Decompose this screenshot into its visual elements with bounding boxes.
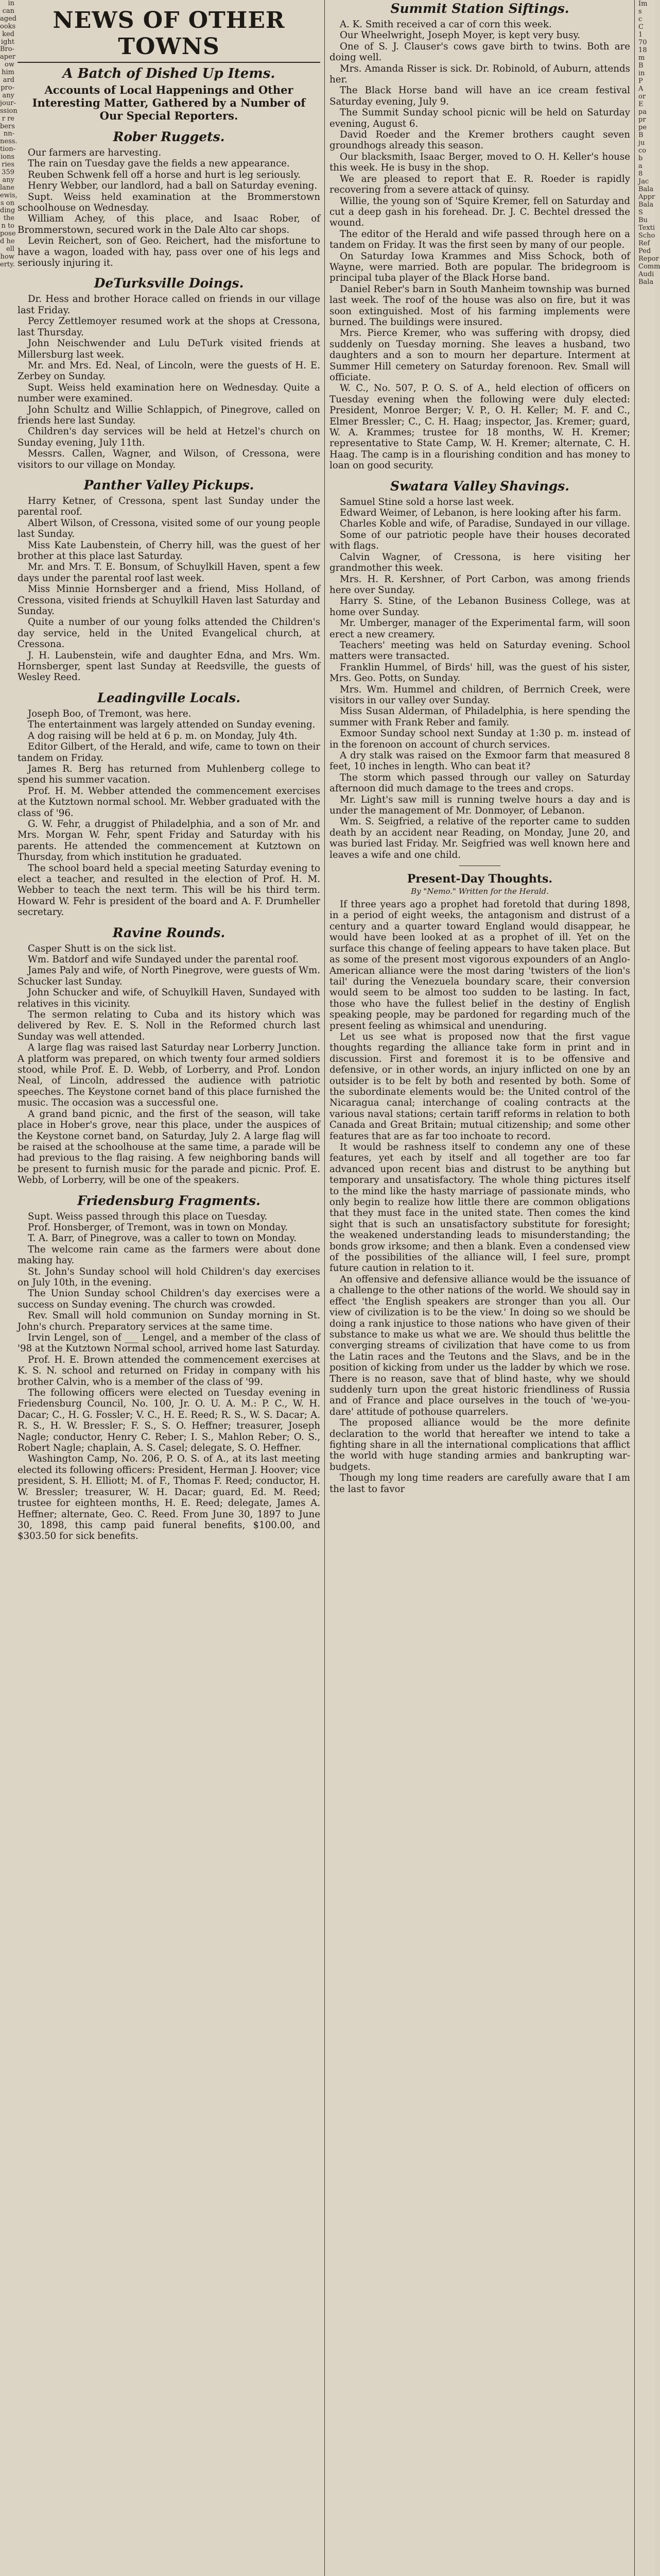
gutter-fragment: P bbox=[638, 77, 643, 85]
gutter-fragment: S bbox=[638, 209, 643, 216]
essay-paragraph: If three years ago a prophet had foretold that during 1898, in a period of eight weeks, the antagonism and distrust of a century and a quarter toward England would disappear, he would have been looked at as a prophet of ill. Yet on the surface this change of feeling appears to have taken place. But as some of the present most vigorous expounders of an Anglo-American alliance were the most daring 'twisters of the lion's tail' during the Venezuela boundary scare, their conversion would seem to be almost too sudden to be lasting. In fact, those who have the fullest belief in the destiny of English speaking people, may be pardoned for regarding much of the present feeling as whimsical and unenduring. bbox=[329, 899, 630, 1031]
news-item: Our blacksmith, Isaac Berger, moved to O. H. Keller's house this week. He is busy in the shop. bbox=[329, 151, 630, 174]
essay-paragraph: The proposed alliance would be the more definite declaration to the world that hereafter we intend to take a fighting share in all the international complications that afflict the world with huge standing armies and bankrupting war-budgets. bbox=[329, 1417, 630, 1472]
essay-paragraph: Let us see what is proposed now that the first vague thoughts regarding the alliance take form in print and in discussion. First and foremost it is to be offensive and defensive, or in other words, an injury inflicted on one by an outsider is to be felt by both and resented by both. Some of the subordinate elements would be: the United control of the Nicaragua canal; interchange of coaling contracts at the various naval stations; certain tariff reforms in relation to both Canada and Great Britain; mutual citizenship; and some other features that are as far too inchoate to record. bbox=[329, 1031, 630, 1142]
gutter-fragment: pro- bbox=[1, 83, 14, 92]
news-item: Edward Weimer, of Lebanon, is here looking after his farm. bbox=[340, 507, 621, 519]
news-item: Dr. Hess and brother Horace called on friends in our village last Friday. bbox=[18, 294, 320, 316]
news-item: Mrs. H. R. Kershner, of Port Carbon, was among friends here over Sunday. bbox=[329, 573, 630, 596]
section-heading: Leadingville Locals. bbox=[97, 690, 240, 705]
gutter-fragment: m bbox=[638, 54, 645, 62]
gutter-fragment: jour- bbox=[0, 99, 16, 107]
masthead-subtitle: A Batch of Dished Up Items. bbox=[62, 66, 275, 81]
gutter-fragment: ness. bbox=[0, 138, 18, 146]
section-heading: Panther Valley Pickups. bbox=[83, 477, 254, 493]
news-item: Henry Webber, our landlord, had a ball on Saturday evening. bbox=[28, 180, 318, 192]
gutter-fragment: b bbox=[638, 155, 643, 162]
news-item: Washington Camp, No. 206, P. O. S. of A., at its last meeting elected its following officers: President, Herman J. Hoover; vice president, S. H. Elliott; M. of F., Thomas F. Reed; conductor, H. W. Bressler; treasurer, W. H. Dacar; guard, Ed. M. Reed; trustee for eighteen months, H. E. Reed; delegate, James A. Heffner; alternate, Geo. C. Reed. From June 30, 1897 to June 30, 1898, this camp paid funeral benefits, $100.00, and $303.50 for sick benefits. bbox=[18, 1453, 320, 1542]
gutter-fragment: Jac bbox=[638, 178, 649, 185]
news-item: Charles Koble and wife, of Paradise, Sundayed in our village. bbox=[340, 518, 630, 530]
news-item: Miss Kate Laubenstein, of Cherry hill, was the guest of her brother at this place last Saturday. bbox=[18, 539, 320, 562]
news-item: The following officers were elected on Tuesday evening in Friedensburg Council, No. 100, Jr. O. U. A. M.: P. C., W. H. Dacar; C., H. G. Fossler; V. C., H. E. Reed; R. S., W. S. Dacar; A. R. S., H. W. Bressler; F. S., S. O. Heffner; treasurer, Joseph Nagle; conductor, Henry C. Reber; I. S., Mahlon Reber; O. S., Robert Nagle; chaplain, A. S. Casel; delegate, S. O. Heffner. bbox=[18, 1387, 320, 1454]
gutter-fragment: Comm bbox=[638, 263, 660, 270]
gutter-fragment: any bbox=[2, 176, 14, 184]
gutter-fragment: him bbox=[2, 69, 14, 77]
news-item: Mrs. Amanda Risser is sick. Dr. Robinold, of Auburn, attends her. bbox=[329, 63, 630, 86]
gutter-fragment: pose bbox=[0, 230, 16, 238]
news-item: Exmoor Sunday school next Sunday at 1:30 p. m. instead of in the forenoon on account of church services. bbox=[329, 728, 630, 750]
gutter-fragment: Appr bbox=[638, 193, 655, 201]
column-two bbox=[329, 0, 630, 2576]
news-item: Our Wheelwright, Joseph Moyer, is kept very busy. bbox=[340, 30, 581, 41]
gutter-fragment: Bala bbox=[638, 185, 654, 193]
news-item: Albert Wilson, of Cressona, visited some of our young people last Sunday. bbox=[18, 517, 320, 540]
news-item: The rain on Tuesday gave the fields a new appearance. bbox=[28, 158, 290, 170]
news-item: T. A. Barr, of Pinegrove, was a caller to town on Monday. bbox=[28, 1233, 297, 1244]
gutter-fragment: how bbox=[0, 252, 14, 261]
gutter-fragment: pa bbox=[638, 108, 647, 116]
gutter-fragment: ight bbox=[1, 38, 14, 46]
gutter-fragment: nn- bbox=[3, 130, 14, 138]
gutter-fragment: Bu bbox=[638, 216, 648, 224]
news-item: A dry stalk was raised on the Exmoor farm that measured 8 feet, 10 inches in length. Who can beat it? bbox=[329, 750, 630, 772]
gutter-fragment: pe bbox=[638, 124, 647, 131]
gutter-fragment: co bbox=[638, 147, 647, 155]
news-item: Harry Ketner, of Cressona, spent last Sunday under the parental roof. bbox=[18, 495, 320, 518]
news-item: Willie, the young son of 'Squire Kremer, fell on Saturday and cut a deep gash in his forehead. Dr. J. C. Bechtel dressed the wound. bbox=[329, 195, 630, 229]
news-item: Mr. Umberger, manager of the Experimental farm, will soon erect a new creamery. bbox=[329, 618, 630, 640]
section-heading: Swatara Valley Shavings. bbox=[390, 478, 569, 494]
gutter-fragment: or bbox=[638, 93, 646, 100]
news-item: Harry S. Stine, of the Lebanon Business College, was at home over Sunday. bbox=[329, 596, 630, 618]
news-item: Wm. Batdorf and wife Sundayed under the parental roof. bbox=[28, 954, 299, 965]
news-item: James R. Berg has returned from Muhlenberg college to spend his summer vacation. bbox=[18, 763, 320, 786]
column-divider bbox=[324, 0, 325, 2576]
news-item: Mrs. Pierce Kremer, who was suffering with dropsy, died suddenly on Tuesday morning. She leaves a husband, two daughters and a son to mourn her departure. Interment at Summer Hill cemetery on Saturday forenoon. Rev. Small will officiate. bbox=[329, 328, 630, 383]
gutter-fragment: 18 bbox=[638, 46, 647, 54]
news-item: Some of our patriotic people have their houses decorated with flags. bbox=[329, 529, 630, 552]
news-item: Casper Shutt is on the sick list. bbox=[28, 943, 177, 954]
news-item: The entertainment was largely attended on Sunday evening. bbox=[28, 719, 316, 731]
essay-paragraph: Though my long time readers are carefully aware that I am the last to favor bbox=[329, 1472, 630, 1495]
gutter-fragment: pr bbox=[638, 116, 646, 124]
news-item: Quite a number of our young folks attended the Children's day service, held in the United Evangelical church, at Cressona. bbox=[18, 617, 320, 650]
gutter-fragment: Scho bbox=[638, 232, 655, 240]
news-item: Miss Minnie Hornsberger and a friend, Miss Holland, of Cressona, visited friends at Schuylkill Haven last Saturday and Sunday. bbox=[18, 584, 320, 617]
gutter-fragment: ked bbox=[2, 30, 14, 38]
gutter-fragment: c bbox=[638, 15, 642, 23]
news-item: The welcome rain came as the farmers were about done making hay. bbox=[18, 1244, 320, 1266]
essay-body bbox=[329, 899, 630, 1495]
news-item: Prof. H. M. Webber attended the commencement exercises at the Kutztown normal school. Mr. Webber graduated with the class of '96. bbox=[18, 785, 320, 819]
news-item: Miss Susan Alderman, of Philadelphia, is here spending the summer with Frank Reber and family. bbox=[329, 706, 630, 728]
news-item: John Schultz and Willie Schlappich, of Pinegrove, called on friends here last Sunday. bbox=[18, 404, 320, 426]
section-heading: Ravine Rounds. bbox=[112, 925, 225, 940]
news-item: St. John's Sunday school will hold Children's day exercises on July 10th, in the evening. bbox=[18, 1266, 320, 1288]
news-item: Mr. and Mrs. Ed. Neal, of Lincoln, were the guests of H. E. Zerbey on Sunday. bbox=[18, 360, 320, 382]
news-item: Franklin Hummel, of Birds' hill, was the guest of his sister, Mrs. Geo. Potts, on Sunday. bbox=[329, 662, 630, 684]
news-item: The school board held a special meeting Saturday evening to elect a teacher, and resulted in the election of Prof. H. M. Webber to teach the next term. This will be his third term. Howard W. Fehr is president of the board and A. F. Drumheller secretary. bbox=[18, 862, 320, 918]
news-item: Reuben Schwenk fell off a horse and hurt is leg seriously. bbox=[28, 169, 301, 180]
gutter-fragment: ju bbox=[638, 139, 645, 147]
news-item: Mr. Light's saw mill is running twelve hours a day and is under the management of Mr. Donmoyer, of Lebanon. bbox=[329, 794, 630, 817]
gutter-fragment: n to bbox=[1, 222, 14, 230]
news-item: A grand band picnic, and the first of the season, will take place in Hober's grove, near this place, under the auspices of the Keystone cornet band, on Saturday, July 2. A large flag will be raised at the schoolhouse at the same time, a parade will be had previous to the flag raising. A few neighboring bands will be present to furnish music for the parade and picnic. Prof. E. Webb, of Lorberry, will be one of the speakers. bbox=[18, 1108, 320, 1186]
gutter-fragment: s bbox=[638, 8, 642, 15]
news-item: Children's day services will be held at Hetzel's church on Sunday evening, July 11th. bbox=[18, 426, 320, 448]
gutter-fragment: Ped bbox=[638, 247, 651, 255]
gutter-fragment: ewis, bbox=[0, 191, 18, 199]
gutter-fragment: s on bbox=[0, 199, 14, 207]
section-heading: Friedensburg Fragments. bbox=[77, 1193, 260, 1208]
news-item: Mrs. Wm. Hummel and children, of Berrnich Creek, were visitors in our valley over Sunday. bbox=[329, 684, 630, 706]
news-item: David Roeder and the Kremer brothers caught seven groundhogs already this season. bbox=[329, 129, 630, 151]
news-item: The Summit Sunday school picnic will be held on Saturday evening, August 6. bbox=[329, 107, 630, 129]
news-item: Levin Reichert, son of Geo. Reichert, had the misfortune to have a wagon, loaded with hay, pass over one of his legs and seriously injuring it. bbox=[18, 235, 320, 269]
masthead-deck: Accounts of Local Happenings and Other Interesting Matter, Gathered by a Number of Our Special Reporters. bbox=[32, 83, 306, 122]
news-item: Prof. Honsberger, of Tremont, was in town on Monday. bbox=[28, 1222, 288, 1233]
section-heading: DeTurksville Doings. bbox=[94, 276, 244, 291]
essay-title: Present-Day Thoughts. bbox=[407, 872, 553, 886]
gutter-fragment: any bbox=[2, 91, 14, 99]
news-item: On Saturday Iowa Krammes and Miss Schock, both of Wayne, were married. Both are popular. The bridegroom is principal tuba player of the Black Horse band. bbox=[329, 250, 630, 284]
gutter-fragment: B bbox=[638, 62, 644, 70]
news-item: The Union Sunday school Children's day exercises were a success on Sunday evening. The church was crowded. bbox=[18, 1288, 320, 1310]
gutter-fragment: tion- bbox=[0, 145, 15, 154]
gutter-fragment: B bbox=[638, 131, 644, 139]
news-item: Samuel Stine sold a horse last week. bbox=[340, 496, 514, 507]
gutter-fragment: ding bbox=[0, 207, 15, 215]
news-item: The sermon relating to Cuba and its history which was delivered by Rev. E. S. Noll in the Reformed church last Sunday was well attended. bbox=[18, 1009, 320, 1042]
gutter-fragment: A bbox=[638, 85, 644, 93]
gutter-fragment: Bro- bbox=[0, 45, 14, 54]
gutter-fragment: ssion bbox=[0, 107, 18, 115]
news-item: A dog raising will be held at 6 p. m. on Monday, July 4th. bbox=[28, 730, 298, 741]
news-item: The Black Horse band will have an ice cream festival Saturday evening, July 9. bbox=[329, 85, 630, 107]
news-item: Calvin Wagner, of Cressona, is here visiting her grandmother this week. bbox=[329, 551, 630, 574]
news-item: Prof. H. E. Brown attended the commencement exercises at K. S. N. school and returned on Friday in company with his brother Calvin, who is a member of the class of '99. bbox=[18, 1354, 320, 1387]
news-item: Supt. Weiss passed through this place on Tuesday. bbox=[28, 1211, 268, 1222]
gutter-fragment: ooks bbox=[0, 22, 16, 30]
news-item: Daniel Reber's barn in South Manheim township was burned last week. The roof of the house was also on fire, but it was soon extinguished. Most of his farming implements were burned. The buildings were insured. bbox=[329, 283, 630, 328]
gutter-fragment: Audi bbox=[638, 270, 654, 278]
gutter-fragment: aper bbox=[0, 53, 15, 61]
gutter-fragment: Texti bbox=[638, 224, 655, 232]
gutter-fragment: a bbox=[638, 162, 642, 170]
news-item: Joseph Boo, of Tremont, was here. bbox=[28, 708, 192, 719]
news-item: W. C., No. 507, P. O. S. of A., held election of officers on Tuesday evening when the following were duly elected: President, Monroe Berger; V. P., O. H. Keller; M. F. and C., Elmer Bressler; C., C. H. Haag; inspector, Jas. Kremer; guard, W. A. Krammes; trustee for 18 months, W. H. Kremer; representative to State Camp, W. H. Kremer; alternate, C. H. Haag. The camp is in a flourishing condition and has money to loan on good security. bbox=[329, 383, 630, 471]
news-item: A. K. Smith received a car of corn this week. bbox=[340, 19, 552, 30]
gutter-fragment: lane bbox=[0, 183, 14, 192]
gutter-fragment: ow bbox=[5, 61, 14, 69]
news-item: One of S. J. Clauser's cows gave birth to twins. Both are doing well. bbox=[329, 41, 630, 63]
essay-paragraph: It would be rashness itself to condemn any one of these features, yet each by itself and all together are too far advanced upon recent bias and distrust to be anything but temporary and unsatisfactory. The whole thing pictures itself to the mind like the hasty marriage of passionate minds, who only begin to realize how little there are common obligations that they must face in the united state. Then comes the kind sight that is such an unsatisfactory substitute for foresight; the weakened understanding leads to misunderstanding; the bonds grow irksome; and then a blank. Even a condensed view of the possibilities of the alliance will, I feel sure, prompt future caution in relation to it. bbox=[329, 1142, 630, 1274]
gutter-fragment: in bbox=[638, 70, 645, 77]
gutter-fragment: 359 bbox=[2, 168, 14, 176]
news-item: A large flag was raised last Saturday near Lorberry Junction. A platform was prepared, on which twenty four armed soldiers stood, while Prof. E. D. Webb, of Lorberry, and Prof. London Neal, of Lincoln, addressed the audience with patriotic speeches. The Keystone cornet band of this place furnished the music. The occasion was a successful one. bbox=[18, 1042, 320, 1109]
column-one-sections bbox=[18, 129, 320, 1542]
left-gutter-fragments bbox=[0, 0, 18, 2576]
gutter-fragment: d he bbox=[0, 238, 15, 246]
gutter-fragment: C bbox=[638, 23, 644, 31]
masthead-title: NEWS OF OTHER TOWNS bbox=[18, 7, 320, 63]
news-item: Messrs. Callen, Wagner, and Wilson, of Cressona, were visitors to our village on Monday. bbox=[18, 448, 320, 470]
gutter-fragment: erty. bbox=[0, 260, 15, 268]
column-two-sections bbox=[329, 1, 630, 860]
news-item: Mr. and Mrs. T. E. Bonsum, of Schuylkill Haven, spent a few days under the parental roof last week. bbox=[18, 562, 320, 584]
gutter-fragment: E bbox=[638, 100, 644, 108]
gutter-fragment: Ref bbox=[638, 240, 650, 247]
essay-byline: By "Nemo." Written for the Herald. bbox=[411, 887, 549, 896]
news-item: James Paly and wife, of North Pinegrove, were guests of Wm. Schucker last Sunday. bbox=[18, 965, 320, 987]
gutter-fragment: the bbox=[3, 214, 14, 223]
gutter-fragment: ions bbox=[0, 153, 14, 161]
gutter-fragment: Im bbox=[638, 0, 648, 8]
section-heading: Summit Station Siftings. bbox=[390, 1, 569, 16]
essay-paragraph: An offensive and defensive alliance would be the issuance of a challenge to the other nations of the world. We should say in effect 'the English speakers are stronger than you all. Our view of civilization is to be the view.' In doing so we should be doing a rank injustice to those nations who have given of their substance to make us what we are. We should thus belittle the converging streams of civilization that have come to us from the Latin races and the Teutons and the Slavs, and be in the position of kicking from under us the ladder by which we rose. There is no reason, save that of blind haste, why we should suddenly turn upon the great historic friendliness of Russia and of France and place ourselves in the touch of 'we-you-dare' attitude of pothouse quarrelers. bbox=[329, 1274, 630, 1417]
news-item: Supt. Weiss held examination at the Brommerstown schoolhouse on Wednesday. bbox=[18, 191, 320, 214]
news-item: William Achey, of this place, and Isaac Rober, of Brommerstown, secured work in the Dale Alto car shops. bbox=[18, 213, 320, 235]
news-item: The storm which passed through our valley on Saturday afternoon did much damage to the trees and crops. bbox=[329, 772, 630, 794]
news-item: Irvin Lengel, son of ___ Lengel, and a member of the class of '98 at the Kutztown Normal school, arrived home last Saturday. bbox=[18, 1332, 320, 1354]
gutter-fragment: 1 bbox=[638, 31, 643, 39]
gutter-fragment: Bala bbox=[638, 201, 654, 209]
gutter-fragment: in bbox=[8, 0, 14, 7]
news-item: Editor Gilbert, of the Herald, and wife, came to town on their tandem on Friday. bbox=[18, 741, 320, 764]
news-item: Percy Zettlemoyer resumed work at the shops at Cressona, last Thursday. bbox=[18, 316, 320, 338]
gutter-fragment: 70 bbox=[638, 39, 647, 46]
section-heading: Rober Ruggets. bbox=[113, 129, 225, 144]
news-item: We are pleased to report that E. R. Roeder is rapidly recovering from a severe attack of quinsy. bbox=[329, 173, 630, 196]
news-item: John Schucker and wife, of Schuylkill Haven, Sundayed with relatives in this vicinity. bbox=[18, 987, 320, 1009]
news-item: G. W. Fehr, a druggist of Philadelphia, and a son of Mr. and Mrs. Morgan W. Fehr, spent Friday and Saturday with his parents. He attended the commencement at Kutztown on Thursday, from which institution he graduated. bbox=[18, 818, 320, 863]
news-item: J. H. Laubenstein, wife and daughter Edna, and Mrs. Wm. Hornsberger, spent last Sunday at Reedsville, the guests of Wesley Reed. bbox=[18, 650, 320, 683]
right-gutter-fragments bbox=[638, 0, 660, 2576]
gutter-fragment: Bala bbox=[638, 278, 654, 286]
news-item: John Neischwender and Lulu DeTurk visited friends at Millersburg last week. bbox=[18, 338, 320, 360]
news-item: The editor of the Herald and wife passed through here on a tandem on Friday. It was the first seen by many of our people. bbox=[329, 228, 630, 251]
gutter-fragment: can bbox=[2, 7, 14, 15]
gutter-fragment: 8 bbox=[638, 170, 643, 178]
news-item: Teachers' meeting was held on Saturday evening. School matters were transacted. bbox=[329, 639, 630, 662]
gutter-fragment: bers bbox=[0, 122, 15, 130]
news-item: Our farmers are harvesting. bbox=[28, 147, 162, 158]
gutter-fragment: Repor bbox=[638, 255, 659, 263]
news-item: Supt. Weiss held examination here on Wednesday. Quite a number were examined. bbox=[18, 382, 320, 404]
gutter-fragment: ries bbox=[2, 161, 14, 169]
column-divider-right bbox=[634, 0, 635, 2576]
gutter-fragment: ard bbox=[3, 76, 14, 84]
gutter-fragment: aged bbox=[0, 14, 17, 23]
news-item: Wm. S. Seigfried, a relative of the reporter came to sudden death by an accident near Reading, on Monday, June 20, and was buried last Friday. Mr. Seigfried was well known here and leaves a wife and one child. bbox=[329, 816, 630, 860]
news-item: Rev. Small will hold communion on Sunday morning in St. John's church. Preparatory services at the same time. bbox=[18, 1310, 320, 1332]
gutter-fragment: r re bbox=[2, 114, 14, 123]
gutter-fragment: ell bbox=[6, 245, 14, 253]
column-news-of-other-towns bbox=[18, 0, 320, 2576]
